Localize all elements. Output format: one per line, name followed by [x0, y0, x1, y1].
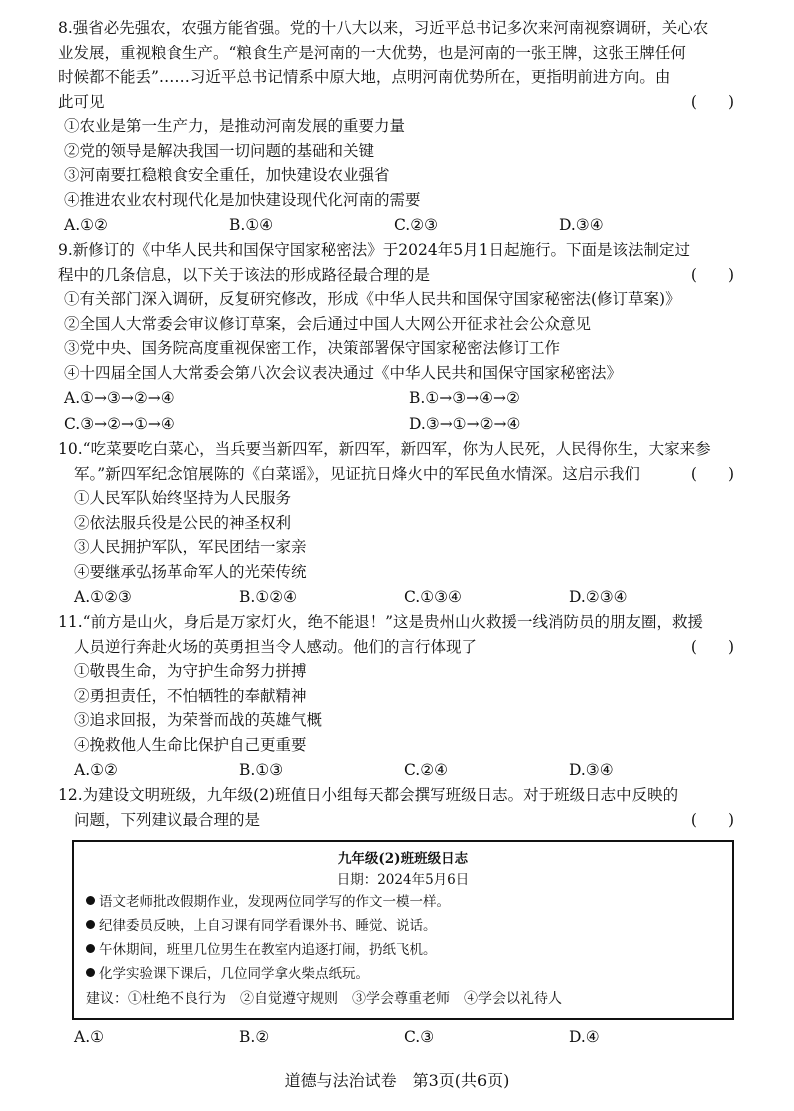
answer-blank: ( ) — [690, 265, 734, 284]
statement-option: ①敬畏生命，为守护生命努力拼搏 — [74, 662, 307, 680]
answer-choices — [58, 584, 748, 610]
class-log-item-text: 纪律委员反映，上自习课有同学看课外书、睡觉、说话。 — [99, 918, 437, 934]
choice-b: B.①④ — [229, 216, 274, 234]
choice-c: C.③→②→①→④ — [64, 415, 175, 433]
question-stem-line: 12.为建设文明班级，九年级(2)班值日小组每天都会撰写班级日志。对于班级日志中反映的 — [58, 786, 679, 804]
class-log-item — [86, 962, 720, 986]
choice-a: A.①→③→②→④ — [64, 389, 175, 407]
question-11 — [58, 610, 748, 783]
choice-d: D.③→①→②→④ — [409, 415, 521, 433]
class-log-item — [86, 938, 720, 962]
question-9 — [58, 238, 748, 437]
question-stem-line — [58, 462, 748, 487]
question-12 — [58, 783, 748, 1050]
choice-d: D.③④ — [559, 216, 604, 234]
choice-d: D.③④ — [569, 761, 614, 779]
statement-option: ③河南要扛稳粮食安全重任，加快建设农业强省 — [64, 166, 390, 184]
choice-c: C.②④ — [404, 761, 449, 779]
statement-option: ④推进农业农村现代化是加快建设现代化河南的需要 — [64, 190, 421, 209]
question-10 — [58, 437, 748, 610]
question-stem-line: 9.新修订的《中华人民共和国保守国家秘密法》于2024年5月1日起施行。下面是该法制定过 — [58, 241, 690, 259]
choice-a: A.①② — [74, 761, 118, 779]
choice-a: A.①② — [64, 216, 108, 234]
statement-option: ④挽救他人生命比保护自己更重要 — [74, 735, 307, 754]
answer-choices — [58, 1024, 748, 1050]
question-8 — [58, 16, 748, 238]
choice-a: A.①②③ — [74, 588, 132, 606]
page-footer: 道德与法治试卷 第3页(共6页) — [284, 1071, 510, 1090]
choice-c: C.①③④ — [404, 588, 462, 606]
choice-d: D.④ — [569, 1028, 600, 1046]
class-log-item — [86, 914, 720, 938]
statement-option: ②党的领导是解决我国一切问题的基础和关键 — [64, 141, 375, 160]
statement-option: ①农业是第一生产力，是推动河南发展的重要力量 — [64, 117, 406, 135]
question-stem-line: 10.“吃菜要吃白菜心，当兵要当新四军，新四军，新四军，你为人民死，人民得你生，大家来参 — [58, 440, 711, 458]
class-log-item — [86, 890, 720, 914]
bullet-icon — [86, 920, 95, 929]
choice-a: A.① — [74, 1028, 105, 1046]
answer-choices — [58, 757, 748, 783]
statement-option: ①有关部门深入调研，反复研究修改，形成《中华人民共和国保守国家秘密法(修订草案)》 — [64, 290, 681, 308]
question-stem-text: 此可见 — [58, 92, 105, 111]
answer-blank: ( ) — [690, 464, 734, 483]
answer-choices — [58, 411, 748, 437]
statement-option: ①人民军队始终坚持为人民服务 — [74, 489, 292, 507]
choice-b: B.①③ — [239, 761, 284, 779]
question-stem-line: 11.“前方是山火，身后是万家灯火，绝不能退！”这是贵州山火救援一线消防员的朋友圈，救援 — [58, 613, 704, 631]
class-log-suggestion: 建议：①杜绝不良行为 ②自觉遵守规则 ③学会尊重老师 ④学会以礼待人 — [86, 991, 562, 1007]
bullet-icon — [86, 968, 95, 977]
answer-blank: ( ) — [690, 92, 734, 111]
question-stem-text: 军。”新四军纪念馆展陈的《白菜谣》，见证抗日烽火中的军民鱼水情深。这启示我们 — [74, 464, 640, 483]
answer-choices — [58, 212, 748, 238]
statement-option: ④十四届全国人大常委会第八次会议表决通过《中华人民共和国保守国家秘密法》 — [64, 363, 623, 382]
class-log-date: 日期：2024年5月6日 — [336, 872, 470, 888]
choice-b: B.①②④ — [239, 588, 298, 606]
class-log-item-text: 化学实验课下课后，几位同学拿火柴点纸玩。 — [99, 966, 369, 982]
choice-d: D.②③④ — [569, 588, 628, 606]
statement-option: ③党中央、国务院高度重视保密工作，决策部署保守国家秘密法修订工作 — [64, 339, 561, 357]
statement-option: ③人民拥护军队，军民团结一家亲 — [74, 538, 307, 556]
statement-option: ②依法服兵役是公民的神圣权利 — [74, 513, 292, 532]
choice-c: C.②③ — [394, 216, 439, 234]
question-stem-line — [58, 90, 748, 115]
exam-page — [58, 16, 748, 1050]
choice-b: B.② — [239, 1028, 270, 1046]
answer-choices — [58, 385, 748, 411]
question-stem-line: 时候都不能丢”……习近平总书记情系中原大地，点明河南优势所在，更指明前进方向。由 — [58, 68, 671, 86]
question-stem-text: 人员逆行奔赴火场的英勇担当令人感动。他们的言行体现了 — [74, 637, 478, 656]
question-stem-line — [58, 808, 748, 833]
choice-b: B.①→③→④→② — [409, 389, 520, 407]
statement-option: ②勇担责任，不怕牺牲的奉献精神 — [74, 686, 307, 705]
bullet-icon — [86, 896, 95, 905]
question-stem-line: 8.强省必先强农，农强方能省强。党的十八大以来，习近平总书记多次来河南视察调研，关心农 — [58, 19, 709, 37]
bullet-icon — [86, 944, 95, 953]
class-log-item-text: 语文老师批改假期作业，发现两位同学写的作文一模一样。 — [99, 894, 450, 910]
statement-option: ④要继承弘扬革命军人的光荣传统 — [74, 562, 307, 581]
class-log-box — [72, 840, 734, 1020]
question-stem-text: 问题，下列建议最合理的是 — [74, 810, 261, 829]
question-stem-line — [58, 635, 748, 660]
answer-blank: ( ) — [690, 637, 734, 656]
question-stem-line — [58, 263, 748, 288]
statement-option: ③追求回报，为荣誉而战的英雄气概 — [74, 711, 323, 729]
class-log-item-text: 午休期间，班里几位男生在教室内追逐打闹，扔纸飞机。 — [99, 942, 437, 958]
answer-blank: ( ) — [690, 810, 734, 829]
choice-c: C.③ — [404, 1028, 435, 1046]
question-stem-line: 业发展，重视粮食生产。“粮食生产是河南的一大优势，也是河南的一张王牌，这张王牌任何 — [58, 43, 686, 62]
statement-option: ②全国人大常委会审议修订草案，会后通过中国人大网公开征求社会公众意见 — [64, 314, 592, 333]
question-stem-text: 程中的几条信息，以下关于该法的形成路径最合理的是 — [58, 265, 431, 284]
class-log-title: 九年级(2)班班级日志 — [337, 851, 469, 867]
